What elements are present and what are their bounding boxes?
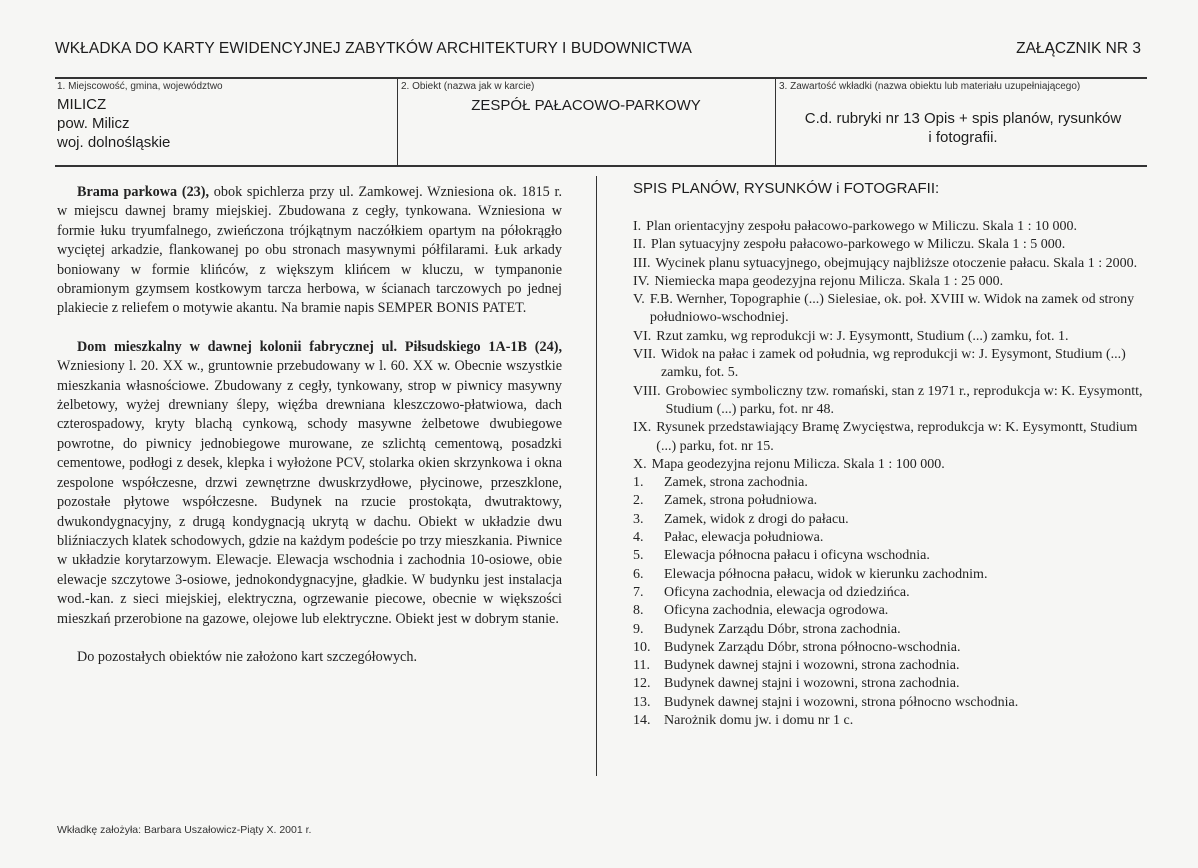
list-item-text: Plan orientacyjny zespołu pałacowo-parkowego w Miliczu. Skala 1 : 10 000. (646, 219, 1077, 234)
list-item-number: V. (633, 292, 645, 308)
plan-list-item (633, 383, 1153, 420)
list-item-number: III. (633, 255, 651, 271)
list-item-number: VII. (633, 347, 656, 363)
location-voivodeship: woj. dolnośląskie (57, 134, 171, 151)
box-location-caption: 1. Miejscowość, gmina, województwo (57, 81, 223, 92)
list-title: SPIS PLANÓW, RYSUNKÓW i FOTOGRAFII: (633, 180, 940, 197)
object-name: ZESPÓŁ PAŁACOWO-PARKOWY (471, 97, 701, 114)
list-item-text: Elewacja północna pałacu i oficyna wschodnia. (664, 548, 930, 564)
list-item-number: VI. (633, 328, 652, 344)
note-text: Do pozostałych obiektów nie założono kart szczegółowych. (77, 648, 417, 665)
box-contents-caption: 3. Zawartość wkładki (nazwa obiektu lub materiału uzupełniającego) (779, 81, 1081, 92)
list-item-number: IX. (633, 420, 652, 436)
photo-list-item (633, 639, 1153, 657)
list-item-text: Mapa geodezyjna rejonu Milicza. Skala 1 : 100 000. (651, 456, 945, 472)
list-item-text: Widok na pałac i zamek od południa, wg reprodukcji w: J. Eysymont, Studium (...) zamku, fot. 5. (660, 347, 1126, 381)
photo-list-item (633, 547, 1153, 565)
photo-list-item (633, 492, 1153, 510)
paragraph-gate (57, 183, 562, 319)
box-contents (779, 81, 1147, 147)
list-item-text: Oficyna zachodnia, elewacja ogrodowa. (664, 603, 889, 619)
house-description: Wzniesiony l. 20. XX w., gruntownie przebudowany w l. 60. XX w. Obecnie wszystkie mieszkania własnościowe. Zbudowany z cegły, tynkowany, strop w piwnicy masywny żelbetowy, wyżej drewniany ślepy, więźba drewniana kleszczowo-płatwiowa, dach czterospadowy, kryty blachą cynkową, schody masywne żelbetowe dwubiegowe powrotne, do piwnicy jednobiegowe murowane, ze szlichtą cementową, posadzki cementowe, podłogi z desek, klepka i wyłożone PCV, stolarka okien skrzynkowa i okna zespolone współczesne, drzwi zewnętrzne dwuskrzydłowe, płycinowe, przeszklone, pozostałe płytowe współczesne. Budynek na rzucie prostokąta, dwutraktowy, dwukondygnacyjny, z drugą kondygnacją ukrytą w dachu. Obiekt w układzie dwu bliźniaczych klatek schodowych, gdzie na każdym podeście po trzy mieszkania. Piwnice w układzie korytarzowym. Elewacje. Elewacja wschodnia i zachodnia 10-osiowe, obie elewacje szczytowe 3-osiowe, jednokondygnacyjne, gładkie. W budynku jest instalacja wod.-kan. z sieci miejskiej, elektryczna, ogrzewanie piecowe, obecnie w większości mieszkań przerobione na gazowe, olejowe lub elektryczne. Obiekt jest w dobrym stanie. (57, 358, 562, 627)
description-column (57, 183, 562, 686)
contents-line-2: i fotografii. (928, 129, 998, 146)
plan-list-item (633, 273, 1153, 291)
list-item-text: Oficyna zachodnia, elewacja od dziedzińca. (664, 584, 910, 600)
paragraph-house (57, 338, 562, 629)
list-item-number: X. (633, 456, 647, 472)
list-item-number: VIII. (633, 383, 661, 399)
list-item-number: 10. (633, 639, 651, 655)
list-item-number: 5. (633, 548, 644, 564)
list-item-text: Elewacja północna pałacu, widok w kierunku zachodnim. (664, 566, 988, 582)
list-item-text: Zamek, strona południowa. (664, 493, 818, 509)
gate-description: obok spichlerza przy ul. Zamkowej. Wzniesiona ok. 1815 r. w miejscu dawnej bramy miejskiej. Zbudowana z cegły, tynkowana. Wzniesiona w formie łuku tryumfalnego, zwieńczona trójkątnym naczółkiem opartym na półokrągło wyciętej arkadzie, flankowanej po obu stronach masywnymi półfilarami. Łuk arkady boniowany w formie klińców, z większym klińcem w kluczu, w tympanonie obramionym gzymsem kostkowym tarcza herbowa, w ścianach tarczowych po jednej plakiecie z reliefem o motywie akantu. Na bramie napis SEMPER BONIS PATET. (57, 184, 562, 317)
list-item-number: 2. (633, 493, 644, 509)
plan-list-item (633, 255, 1153, 273)
box-object-caption: 2. Obiekt (nazwa jak w karcie) (401, 81, 535, 92)
list-item-number: 8. (633, 603, 644, 619)
list-item-number: 1. (633, 475, 644, 491)
header-divider-2 (775, 78, 776, 166)
list-item-text: Zamek, strona zachodnia. (664, 475, 808, 491)
header-divider-1 (397, 78, 398, 166)
list-item-number: 14. (633, 713, 651, 729)
gate-heading: Brama parkowa (23), (77, 184, 210, 200)
plan-list-item (633, 236, 1153, 254)
list-item-number: I. (633, 219, 642, 234)
list-item-text: Narożnik domu jw. i domu nr 1 c. (664, 713, 854, 729)
plan-list-item (633, 456, 1153, 474)
plan-list-item (633, 218, 1153, 236)
plan-list-item (633, 419, 1153, 456)
list-item-number: 3. (633, 511, 644, 527)
list-item-text: Budynek dawnej stajni i wozowni, strona północno wschodnia. (664, 694, 1019, 710)
list-item-text: Budynek Zarządu Dóbr, strona zachodnia. (664, 621, 901, 637)
box-location (57, 81, 392, 152)
list-item-number: 4. (633, 530, 644, 546)
photo-list-item (633, 675, 1153, 693)
photo-list-item (633, 584, 1153, 602)
house-heading: Dom mieszkalny w dawnej kolonii fabrycznej ul. Piłsudskiego 1A-1B (24), (77, 338, 562, 355)
list-item-number: 7. (633, 584, 644, 600)
founded-by: Wkładkę założyła: Barbara Uszałowicz-Piąty X. 2001 r. (57, 824, 312, 836)
list-item-text: Rzut zamku, wg reprodukcji w: J. Eysymontt, Studium (...) zamku, fot. 1. (656, 328, 1069, 344)
location-town: MILICZ (57, 96, 107, 113)
location-county: pow. Milicz (57, 115, 130, 132)
photo-list-item (633, 694, 1153, 712)
paragraph-note (57, 648, 562, 667)
list-item-number: IV. (633, 273, 650, 289)
photo-list-item (633, 474, 1153, 492)
list-item-text: Niemiecka mapa geodezyjna rejonu Milicza. Skala 1 : 25 000. (654, 273, 1004, 289)
list-item-text: Wycinek planu sytuacyjnego, obejmujący najbliższe otoczenie pałacu. Skala 1 : 2000. (655, 255, 1138, 271)
list-item-number: 12. (633, 676, 651, 692)
photo-list-item (633, 566, 1153, 584)
list-item-text: Pałac, elewacja południowa. (664, 530, 824, 546)
list-item-text: Rysunek przedstawiający Bramę Zwycięstwa, reprodukcja w: K. Eysymontt, Studium (...) parku, fot. nr 15. (656, 420, 1138, 454)
list-item-text: Zamek, widok z drogi do pałacu. (664, 511, 849, 527)
body-divider (596, 176, 597, 776)
plan-list-item (633, 346, 1153, 383)
plan-list-item (633, 328, 1153, 346)
photo-list-item (633, 621, 1153, 639)
list-item-text: Budynek Zarządu Dóbr, strona północno-wschodnia. (664, 639, 961, 655)
photo-list-item (633, 657, 1153, 675)
list-item-number: 6. (633, 566, 644, 582)
list-item-text: F.B. Wernher, Topographie (...) Sielesiae, ok. poł. XVIII w. Widok na zamek od strony południowo-wschodniej. (649, 292, 1135, 326)
photo-list-item (633, 511, 1153, 529)
list-item-text: Grobowiec symboliczny tzw. romański, stan z 1971 r., reprodukcja w: K. Eysymontt, Studium (...) parku, fot. nr 48. (665, 383, 1143, 417)
annex-label: ZAŁĄCZNIK NR 3 (1016, 40, 1141, 57)
illustrations-list (633, 218, 1153, 730)
list-item-number: 9. (633, 621, 644, 637)
list-item-text: Plan sytuacyjny zespołu pałacowo-parkowego w Miliczu. Skala 1 : 5 000. (650, 237, 1066, 253)
form-title: WKŁADKA DO KARTY EWIDENCYJNEJ ZABYTKÓW ARCHITEKTURY I BUDOWNICTWA (55, 40, 692, 57)
header-top-rule (55, 77, 1147, 79)
photo-list-item (633, 602, 1153, 620)
header-bottom-rule (55, 165, 1147, 167)
contents-line-1: C.d. rubryki nr 13 Opis + spis planów, rysunków (804, 110, 1122, 127)
photo-list-item (633, 712, 1153, 730)
list-item-number: II. (633, 237, 646, 253)
photo-list-item (633, 529, 1153, 547)
box-object (401, 81, 771, 115)
list-item-number: 13. (633, 694, 651, 710)
list-item-number: 11. (633, 658, 650, 674)
list-item-text: Budynek dawnej stajni i wozowni, strona zachodnia. (664, 658, 960, 674)
list-item-text: Budynek dawnej stajni i wozowni, strona zachodnia. (664, 676, 960, 692)
plan-list-item (633, 291, 1153, 328)
